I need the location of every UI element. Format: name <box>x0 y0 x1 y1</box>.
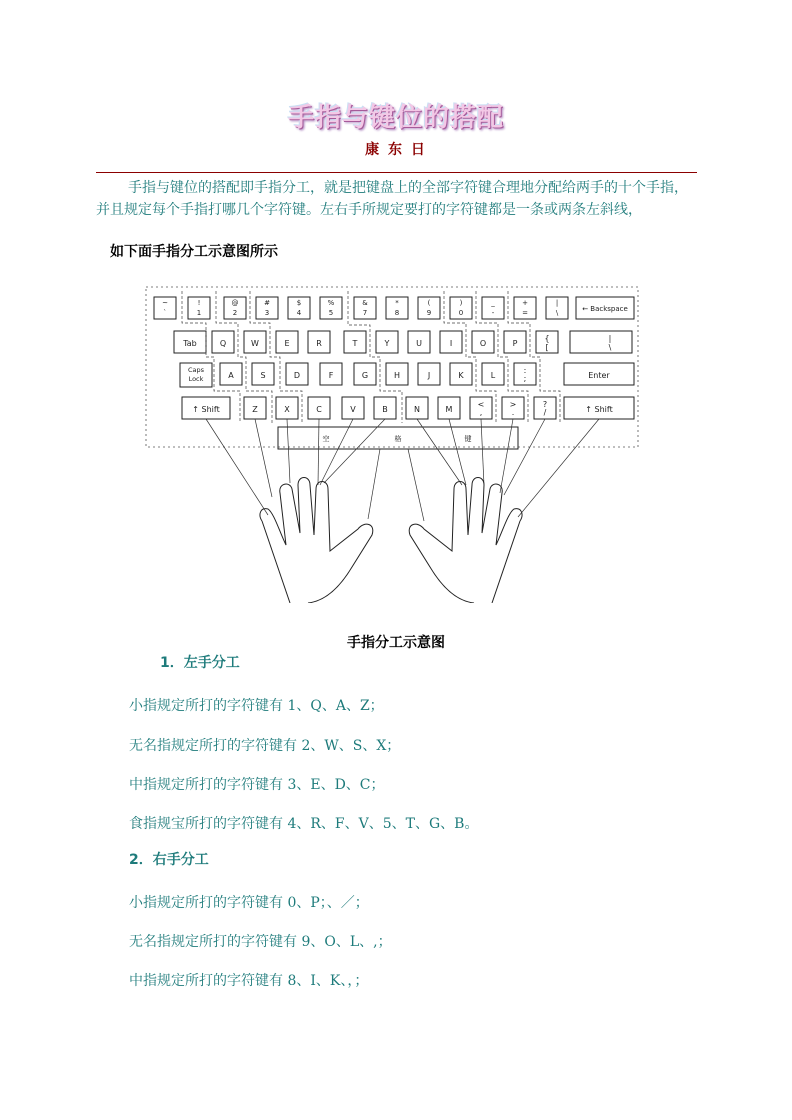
svg-text:F: F <box>328 371 334 380</box>
svg-text:): ) <box>459 299 463 307</box>
svg-text:M: M <box>445 405 453 414</box>
svg-text:|: | <box>555 299 559 307</box>
svg-text:#: # <box>264 299 270 307</box>
svg-text:Lock: Lock <box>188 375 204 383</box>
svg-text:↑ Shift: ↑ Shift <box>585 405 613 414</box>
right-hand-illustration <box>409 478 522 604</box>
svg-text:|: | <box>608 334 612 343</box>
svg-text:B: B <box>382 405 388 414</box>
svg-text:?: ? <box>542 400 548 409</box>
svg-text:N: N <box>414 405 420 414</box>
svg-text:<: < <box>477 400 485 409</box>
svg-text:Tab: Tab <box>183 339 197 348</box>
right-middle-line: 中指规定所打的字符键有 8、I、K、，； <box>129 973 369 989</box>
svg-text:C: C <box>316 405 322 414</box>
svg-text:X: X <box>284 405 290 414</box>
svg-text:1: 1 <box>196 309 202 317</box>
svg-text:格: 格 <box>394 435 402 443</box>
svg-text:/: / <box>543 408 547 417</box>
svg-text:3: 3 <box>264 309 270 317</box>
left-ring-line: 无名指规定所打的字符键有 2、W、S、X； <box>129 738 401 754</box>
svg-text:0: 0 <box>458 309 464 317</box>
svg-text:@: @ <box>231 299 239 307</box>
svg-text:~: ~ <box>162 299 168 307</box>
svg-text:键: 键 <box>464 435 472 443</box>
backspace-key-label: ← Backspace <box>582 305 628 313</box>
svg-text:>: > <box>509 400 517 409</box>
svg-text:7: 7 <box>362 309 368 317</box>
right-pinky-line: 小指规定所打的字符键有 0、P；、／； <box>129 895 369 911</box>
svg-text:+: + <box>522 299 528 307</box>
author-name: 康 东 日 <box>365 142 427 158</box>
svg-text:%: % <box>327 299 335 307</box>
figure-lead-text: 如下面手指分工示意图所示 <box>110 244 278 260</box>
svg-text:T: T <box>352 339 358 348</box>
svg-text:\: \ <box>608 343 612 352</box>
svg-text:-: - <box>491 309 495 317</box>
svg-text:S: S <box>260 371 266 380</box>
svg-text:Z: Z <box>252 405 258 414</box>
svg-text:V: V <box>350 405 356 414</box>
svg-text:U: U <box>416 339 422 348</box>
svg-text:[: [ <box>545 343 549 352</box>
svg-text:A: A <box>228 371 234 380</box>
title-divider <box>96 172 697 173</box>
left-hand-illustration <box>260 478 373 604</box>
svg-text:P: P <box>512 339 518 348</box>
svg-text:5: 5 <box>328 309 334 317</box>
svg-text::: : <box>523 366 527 375</box>
svg-text:G: G <box>361 371 369 380</box>
svg-text:空: 空 <box>322 435 330 443</box>
svg-text:`: ` <box>163 309 167 317</box>
svg-text:Q: Q <box>219 339 227 348</box>
svg-text:,: , <box>479 408 483 417</box>
right-ring-line: 无名指规定所打的字符键有 9、O、L、,； <box>129 934 392 950</box>
svg-text:8: 8 <box>394 309 400 317</box>
svg-text:K: K <box>458 371 464 380</box>
svg-text:\: \ <box>555 309 559 317</box>
svg-text:O: O <box>479 339 487 348</box>
svg-text:Enter: Enter <box>588 371 610 380</box>
svg-text:J: J <box>427 371 431 380</box>
right-hand-heading: 2．右手分工 <box>129 852 209 868</box>
svg-text:(: ( <box>427 299 431 307</box>
svg-text:_: _ <box>491 299 495 307</box>
svg-text:H: H <box>393 371 401 380</box>
svg-text:Y: Y <box>384 339 390 348</box>
document-title: 手指与键位的搭配 <box>287 103 504 133</box>
left-pinky-line: 小指规定所打的字符键有 1、Q、A、Z； <box>129 698 384 714</box>
svg-text:W: W <box>251 339 259 348</box>
svg-text:D: D <box>293 371 301 380</box>
left-index-line: 食指规宝所打的字符键有 4、R、F、V、5、T、G、B。 <box>129 816 479 832</box>
svg-text:;: ; <box>523 374 527 383</box>
svg-text:=: = <box>522 309 528 317</box>
svg-text:Caps: Caps <box>187 366 205 374</box>
svg-text:{: { <box>544 334 550 343</box>
svg-text:2: 2 <box>232 309 238 317</box>
svg-text:R: R <box>316 339 322 348</box>
svg-text:*: * <box>395 299 399 307</box>
svg-text:I: I <box>449 339 453 348</box>
svg-text:L: L <box>490 371 496 380</box>
svg-text:↑ Shift: ↑ Shift <box>192 405 220 414</box>
svg-text:E: E <box>284 339 290 348</box>
intro-paragraph: 手指与键位的搭配即手指分工，就是把键盘上的全部字符键合理地分配给两手的十个手指，并且规定每个手指打哪几个字符键。左右手所规定要打的字符键都是一条或两条左斜线， <box>96 180 688 218</box>
left-middle-line: 中指规定所打的字符键有 3、E、D、C； <box>129 777 385 793</box>
finger-keyboard-diagram <box>140 283 650 603</box>
svg-text:9: 9 <box>426 309 432 317</box>
svg-text:$: $ <box>296 299 302 307</box>
svg-text:.: . <box>511 408 515 417</box>
svg-text:&: & <box>362 299 368 307</box>
svg-text:4: 4 <box>296 309 302 317</box>
svg-text:!: ! <box>197 299 201 307</box>
figure-caption: 手指分工示意图 <box>347 635 445 651</box>
left-hand-heading: 1．左手分工 <box>160 655 240 671</box>
